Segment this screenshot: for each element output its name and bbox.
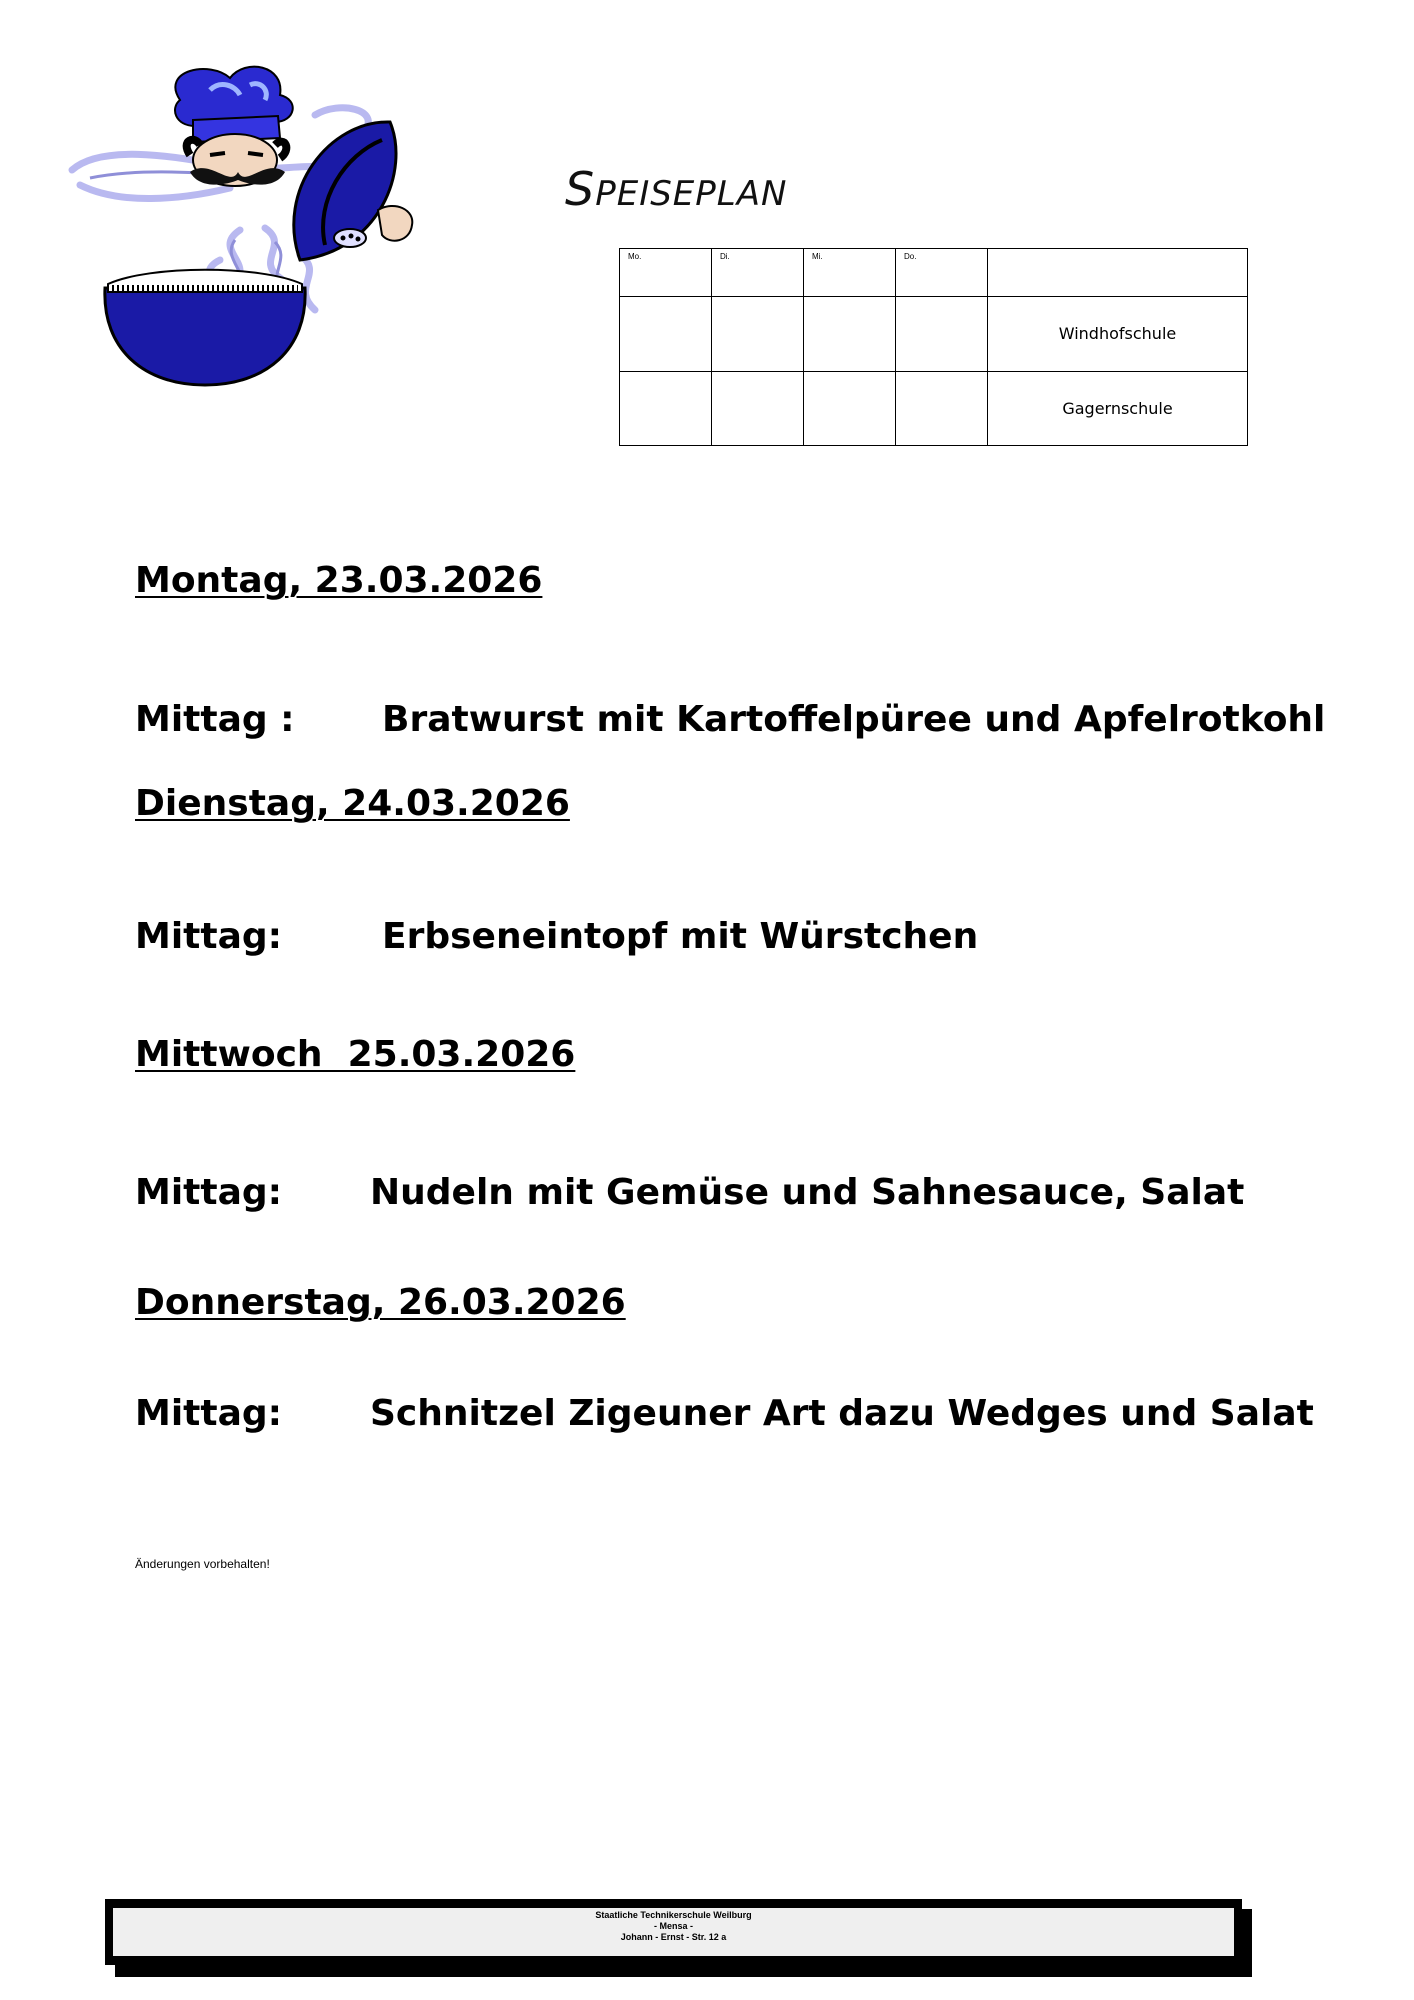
page-title: SPEISEPLAN (565, 162, 788, 216)
grid-cell (804, 371, 896, 445)
footer-line: Johann - Ernst - Str. 12 a (620, 1932, 727, 1942)
grid-cell (620, 297, 712, 371)
day-heading-tuesday: Dienstag, 24.03.2026 (135, 783, 570, 824)
meal-label: Mittag : (135, 699, 295, 740)
meal-label: Mittag: (135, 1393, 283, 1434)
grid-cell-do (896, 249, 988, 297)
grid-cell-blank (988, 249, 1248, 297)
meal-line-tuesday (135, 916, 979, 957)
school-name: Windhofschule (1058, 324, 1177, 344)
school-cell (988, 297, 1248, 371)
day-label: Di. (720, 252, 730, 261)
school-name: Gagernschule (1062, 398, 1173, 418)
meal-label: Mittag: (135, 1172, 283, 1213)
grid-header-row (620, 249, 1248, 297)
day-heading-thursday: Donnerstag, 26.03.2026 (135, 1282, 626, 1323)
meal-label: Mittag: (135, 916, 283, 957)
grid-cell (804, 297, 896, 371)
grid-cell (712, 297, 804, 371)
day-heading-wednesday: Mittwoch 25.03.2026 (135, 1034, 576, 1075)
footer-content (113, 1908, 1234, 1956)
grid-row-windhofschule (620, 297, 1248, 371)
day-heading-monday: Montag, 23.03.2026 (135, 560, 543, 601)
meal-dish: Nudeln mit Gemüse und Sahnesauce, Salat (370, 1172, 1245, 1213)
grid-cell-mo (620, 249, 712, 297)
meal-dish: Bratwurst mit Kartoffelpüree und Apfelrotkohl (382, 699, 1326, 740)
grid-cell (712, 371, 804, 445)
grid-cell (620, 371, 712, 445)
grid-row-gagernschule (620, 371, 1248, 445)
meal-dish: Erbseneintopf mit Würstchen (382, 916, 979, 957)
chef-pot-illustration (60, 60, 470, 390)
day-label: Do. (904, 252, 917, 261)
meal-line-thursday (135, 1393, 1314, 1434)
grid-cell-di (712, 249, 804, 297)
footer-box (105, 1899, 1242, 1965)
school-cell (988, 371, 1248, 445)
footer-line: - Mensa - (653, 1921, 693, 1931)
grid-cell (896, 297, 988, 371)
changes-note: Änderungen vorbehalten! (135, 1557, 270, 1571)
grid-cell (896, 371, 988, 445)
meal-line-monday (135, 699, 1326, 740)
footer-line: Staatliche Technikerschule Weilburg (595, 1910, 752, 1920)
meal-line-wednesday (135, 1172, 1245, 1213)
day-school-grid (619, 248, 1248, 446)
day-label: Mi. (812, 252, 823, 261)
meal-dish: Schnitzel Zigeuner Art dazu Wedges und Salat (370, 1393, 1314, 1434)
day-label: Mo. (628, 252, 642, 261)
grid-cell-mi (804, 249, 896, 297)
